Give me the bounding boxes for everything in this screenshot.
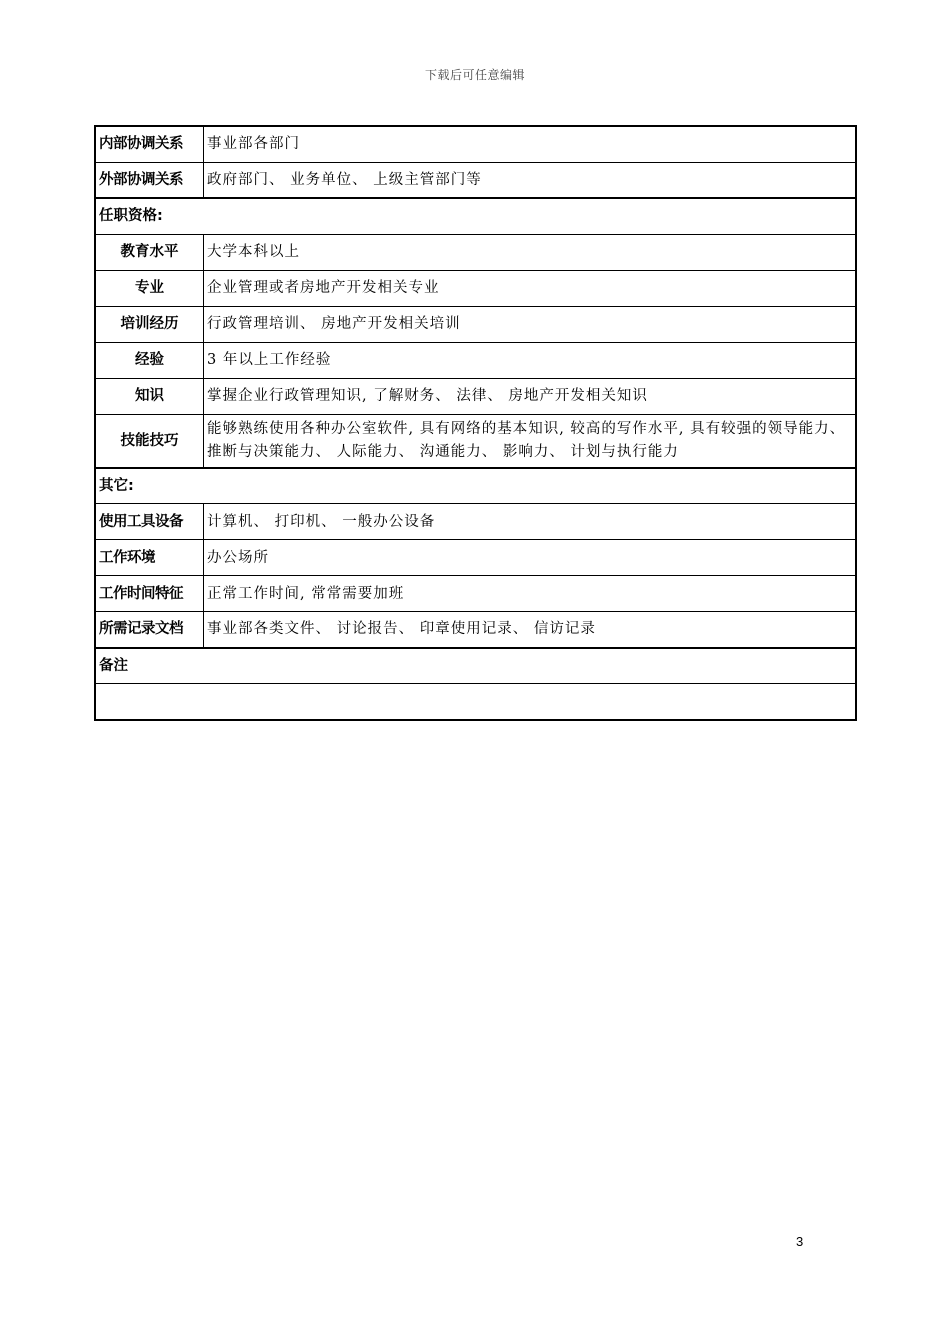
table-row	[95, 270, 856, 306]
major-label: 专业	[95, 270, 204, 306]
table-row	[95, 126, 856, 162]
table-row	[95, 234, 856, 270]
table-row	[95, 342, 856, 378]
table-row	[95, 162, 856, 198]
tools-label: 使用工具设备	[95, 504, 204, 540]
work-hours-label: 工作时间特征	[95, 576, 204, 612]
table-row	[95, 504, 856, 540]
table-row	[95, 378, 856, 414]
remarks-value	[95, 684, 856, 720]
experience-label: 经验	[95, 342, 204, 378]
records-value: 事业部各类文件、 讨论报告、 印章使用记录、 信访记录	[204, 612, 857, 648]
qualifications-heading: 任职资格:	[95, 198, 856, 234]
knowledge-label: 知识	[95, 378, 204, 414]
table-row	[95, 612, 856, 648]
tools-value: 计算机、 打印机、 一般办公设备	[204, 504, 857, 540]
training-value: 行政管理培训、 房地产开发相关培训	[204, 306, 857, 342]
header-note: 下载后可任意编辑	[424, 68, 525, 82]
internal-coordination-label: 内部协调关系	[95, 126, 204, 162]
education-label: 教育水平	[95, 234, 204, 270]
table-row	[95, 540, 856, 576]
job-description-table	[94, 125, 857, 721]
knowledge-value: 掌握企业行政管理知识, 了解财务、 法律、 房地产开发相关知识	[204, 378, 857, 414]
work-hours-value: 正常工作时间, 常常需要加班	[204, 576, 857, 612]
records-label: 所需记录文档	[95, 612, 204, 648]
section-row	[95, 648, 856, 684]
environment-value: 办公场所	[204, 540, 857, 576]
section-row	[95, 468, 856, 504]
page-number: 3	[796, 1234, 804, 1249]
experience-value: 3 年以上工作经验	[204, 342, 857, 378]
education-value: 大学本科以上	[204, 234, 857, 270]
section-row	[95, 198, 856, 234]
table-row	[95, 414, 856, 468]
environment-label: 工作环境	[95, 540, 204, 576]
other-heading: 其它:	[95, 468, 856, 504]
internal-coordination-value: 事业部各部门	[204, 126, 857, 162]
major-value: 企业管理或者房地产开发相关专业	[204, 270, 857, 306]
table-row	[95, 684, 856, 720]
table-row	[95, 306, 856, 342]
table-row	[95, 576, 856, 612]
skills-label: 技能技巧	[95, 414, 204, 468]
skills-value: 能够熟练使用各种办公室软件, 具有网络的基本知识, 较高的写作水平, 具有较强的领导能力、 推断与决策能力、 人际能力、 沟通能力、 影响力、 计划与执行能力	[204, 414, 857, 468]
external-coordination-label: 外部协调关系	[95, 162, 204, 198]
training-label: 培训经历	[95, 306, 204, 342]
external-coordination-value: 政府部门、 业务单位、 上级主管部门等	[204, 162, 857, 198]
remarks-heading: 备注	[95, 648, 856, 684]
